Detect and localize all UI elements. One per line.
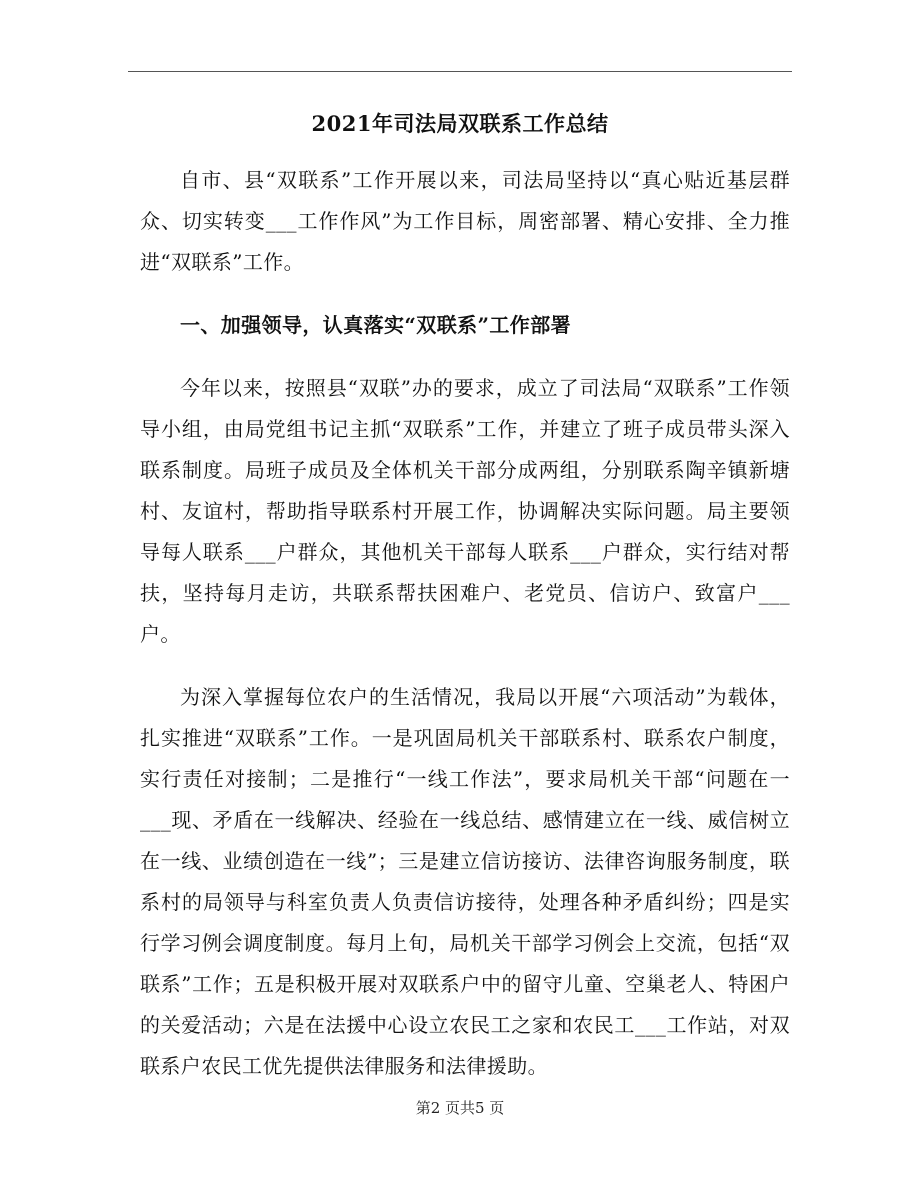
body-paragraph-1: 今年以来，按照县“双联”办的要求，成立了司法局“双联系”工作领导小组，由局党组书记主抓“双联系”工作，并建立了班子成员带头深入联系制度。局班子成员及全体机关干部分成两组，分别联系陶辛镇新塘村、友谊村，帮助指导联系村开展工作，协调解决实际问题。局主要领导每人联系___户群众，其他机关干部每人联系___户群众，实行结对帮扶，坚持每月走访，共联系帮扶困难户、老党员、信访户、致富户___户。 — [140, 376, 790, 646]
body-paragraph-2: 为深入掌握每位农户的生活情况，我局以开展“六项活动”为载体，扎实推进“双联系”工作。一是巩固局机关干部联系村、联系农户制度，实行责任对接制；二是推行“一线工作法”，要求局机关干部“问题在一___现、矛盾在一线解决、经验在一线总结、感情建立在一线、威信树立在一线、业绩创造在一线”；三是建立信访接访、法律咨询服务制度，联系村的局领导与科室负责人负责信访接待，处理各种矛盾纠纷；四是实行学习例会调度制度。每月上旬，局机关干部学习例会上交流，包括“双联系”工作；五是积极开展对双联系户中的留守儿童、空巢老人、特困户的关爱活动；六是在法援中心设立农民工之家和农民工___工作站，对双联系户农民工优先提供法律服务和法律援助。 — [140, 685, 790, 1078]
page-number-footer: 第2 页共5 页 — [415, 1099, 505, 1117]
section-heading-1: 一、加强领导，认真落实“双联系”工作部署 — [180, 313, 572, 337]
header-divider — [128, 71, 792, 72]
document-body — [140, 160, 790, 1087]
document-title: 2021年司法局双联系工作总结 — [311, 111, 609, 136]
intro-paragraph: 自市、县“双联系”工作开展以来，司法局坚持以“真心贴近基层群众、切实转变___工作作风”为工作目标，周密部署、精心安排、全力推进“双联系”工作。 — [140, 168, 790, 274]
